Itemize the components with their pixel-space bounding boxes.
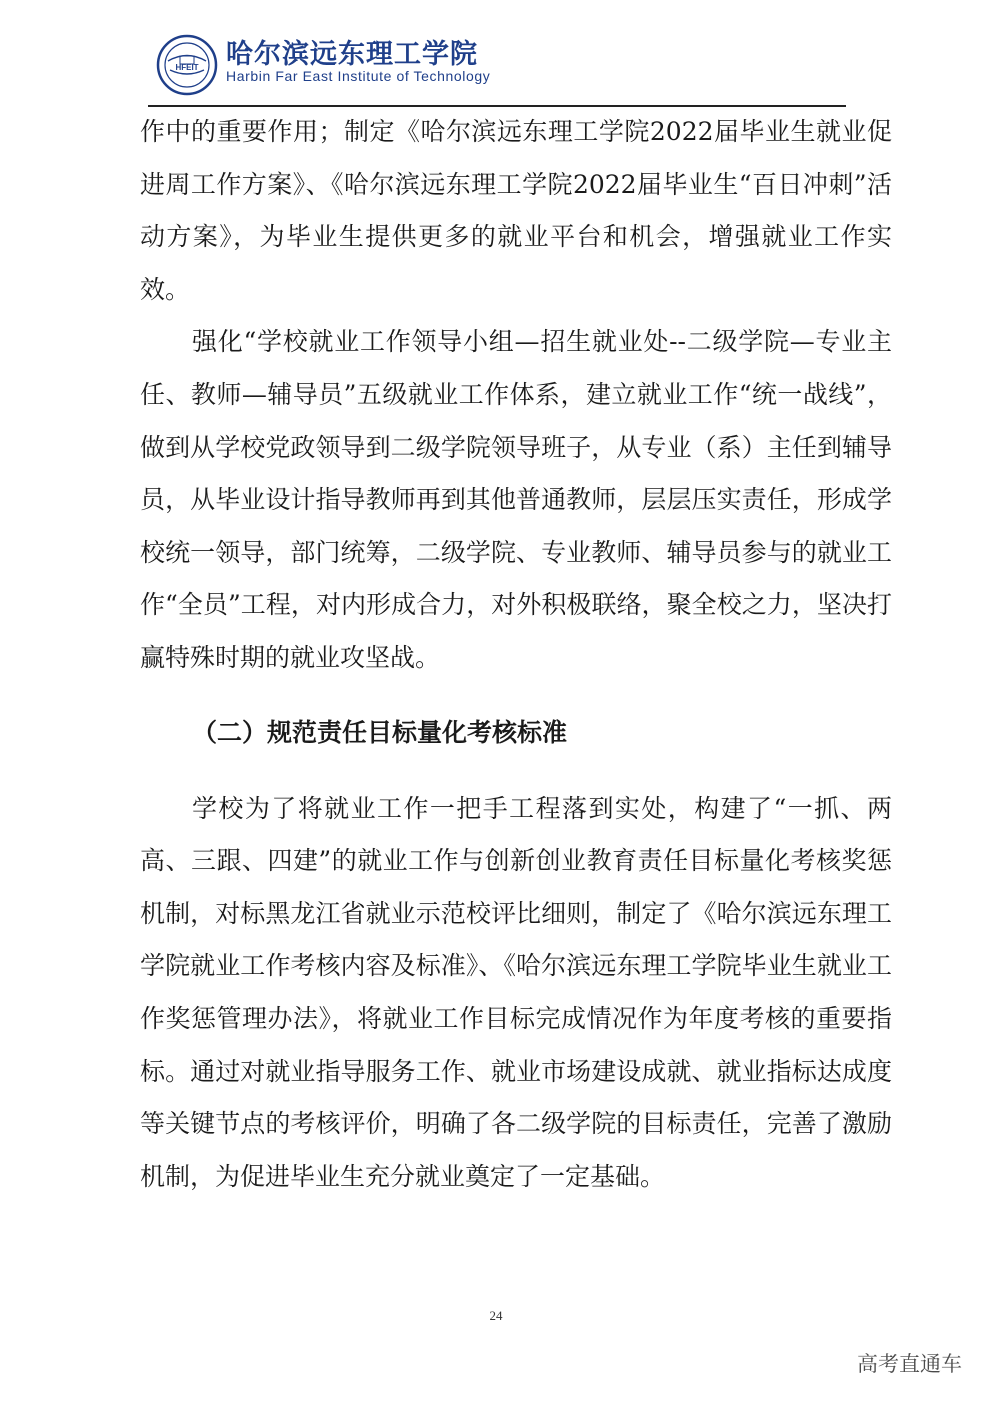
section-heading: （二）规范责任目标量化考核标准: [192, 717, 568, 747]
watermark-text: 高考直通车: [857, 1352, 962, 1376]
svg-text:HFEIT: HFEIT: [175, 63, 199, 72]
document-header: [150, 28, 850, 98]
paragraph-assessment-standards: 学校为了将就业工作一把手工程落到实处，构建了“一抓、两高、三跟、四建”的就业工作与创新创业教育责任目标量化考核奖惩机制，对标黑龙江省就业示范校评比细则，制定了《哈尔滨远东理工学院就业工作考核内容及标准》、《哈尔滨远东理工学院毕业生就业工作奖惩管理办法》，将就业工作目标完成情况作为年度考核的重要指标。通过对就业指导服务工作、就业市场建设成就、就业指标达成度等关键节点的考核评价，明确了各二级学院的目标责任，完善了激励机制，为促进毕业生充分就业奠定了一定基础。: [140, 793, 892, 1191]
paragraph-employment-system: 强化“学校就业工作领导小组—招生就业处--二级学院—专业主任、教师—辅导员”五级就业工作体系，建立就业工作“统一战线”，做到从学校党政领导到二级学院领导班子，从专业（系）主任到辅导员，从毕业设计指导教师再到其他普通教师，层层压实责任，形成学校统一领导，部门统筹，二级学院、专业教师、辅导员参与的就业工作“全员”工程，对内形成合力，对外积极联络，聚全校之力，坚决打赢特殊时期的就业攻坚战。: [140, 327, 892, 672]
school-name-chinese: 哈尔滨远东理工学院: [226, 39, 478, 70]
school-seal-logo: [156, 34, 218, 96]
document-body: [140, 106, 892, 1203]
page-number: 24: [489, 1308, 503, 1323]
paragraph-continuation: 作中的重要作用；制定《哈尔滨远东理工学院2022届毕业生就业促进周工作方案》、《哈尔滨远东理工学院2022届毕业生“百日冲刺”活动方案》，为毕业生提供更多的就业平台和机会，增强就业工作实效。: [140, 117, 892, 304]
school-name-english: Harbin Far East Institute of Technology: [226, 68, 491, 84]
